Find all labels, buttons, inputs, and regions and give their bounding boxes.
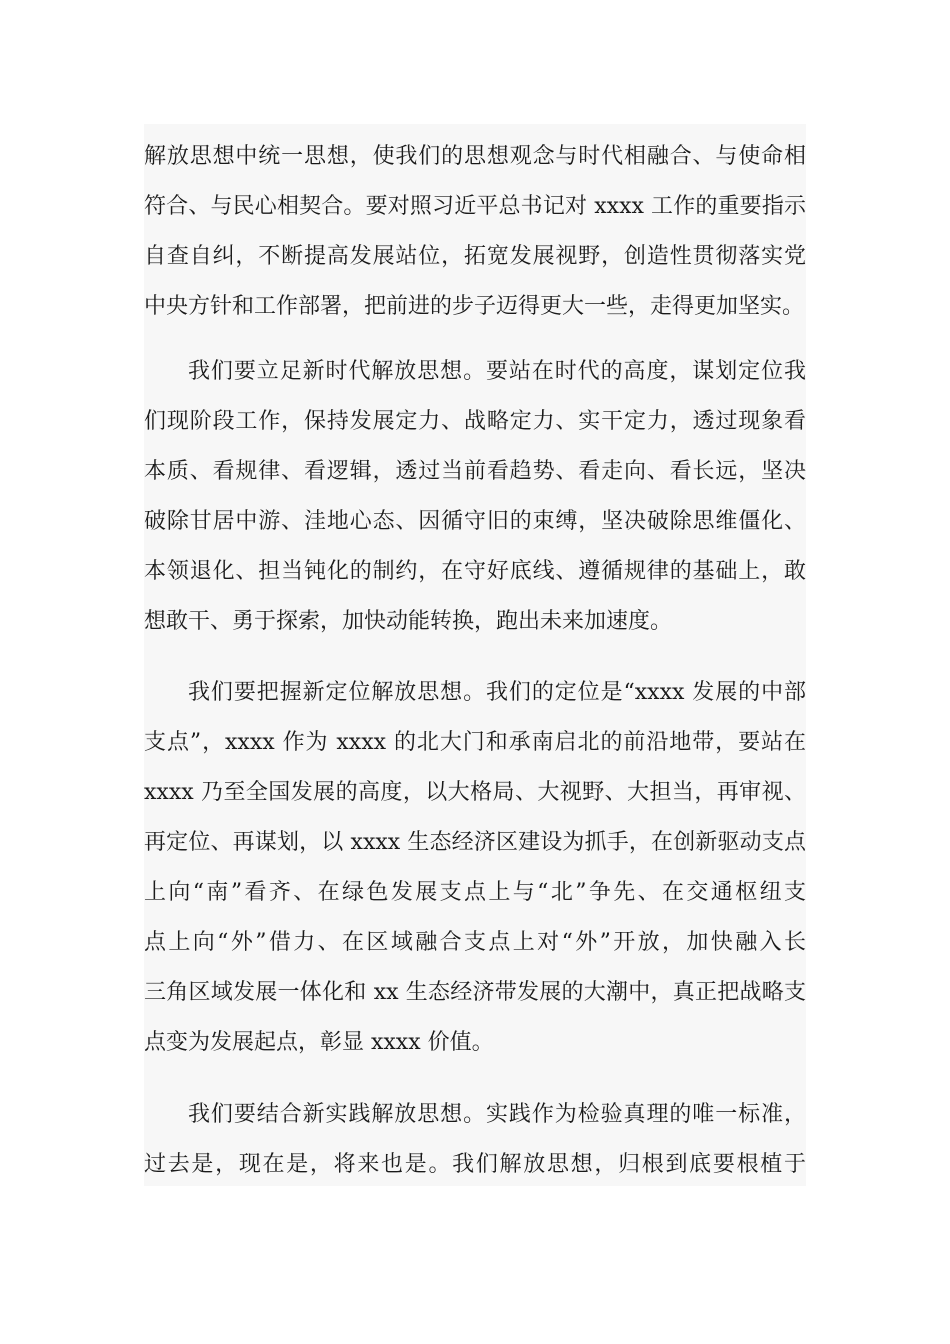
text-line: 本领退化、担当钝化的制约，在守好底线、遵循规律的基础上，敢: [144, 559, 806, 584]
text-line: 符合、与民心相契合。要对照习近平总书记对 xxxx 工作的重要指示: [144, 194, 806, 219]
text-line: 解放思想中统一思想，使我们的思想观念与时代相融合、与使命相: [144, 144, 806, 169]
text-line: 上向“南”看齐、在绿色发展支点上与“北”争先、在交通枢纽支: [144, 880, 806, 905]
document-text-block: [144, 124, 806, 1186]
text-line: 们现阶段工作，保持发展定力、战略定力、实干定力，透过现象看: [144, 409, 806, 434]
text-line: 中央方针和工作部署，把前进的步子迈得更大一些，走得更加坚实。: [144, 294, 805, 319]
text-line: 破除甘居中游、洼地心态、因循守旧的束缚，坚决破除思维僵化、: [144, 509, 806, 534]
text-line: 再定位、再谋划，以 xxxx 生态经济区建设为抓手，在创新驱动支点: [144, 830, 806, 855]
text-line: 自查自纠，不断提高发展站位，拓宽发展视野，创造性贯彻落实党: [144, 244, 806, 269]
text-line: 过去是，现在是，将来也是。我们解放思想，归根到底要根植于: [144, 1152, 806, 1177]
text-line: 我们要把握新定位解放思想。我们的定位是“xxxx 发展的中部: [188, 680, 806, 705]
text-line: 本质、看规律、看逻辑，透过当前看趋势、看走向、看长远，坚决: [144, 459, 806, 484]
text-line: xxxx 乃至全国发展的高度，以大格局、大视野、大担当，再审视、: [144, 780, 806, 805]
text-line: 支点”，xxxx 作为 xxxx 的北大门和承南启北的前沿地带，要站在: [144, 730, 806, 755]
paragraph-3: [144, 668, 814, 1068]
text-line: 点上向“外”借力、在区域融合支点上对“外”开放，加快融入长: [144, 930, 806, 955]
paragraph-4: [144, 1090, 814, 1190]
text-line: 点变为发展起点，彰显 xxxx 价值。: [144, 1030, 494, 1055]
paragraph-1: [144, 132, 814, 332]
text-line: 想敢干、勇于探索，加快动能转换，跑出未来加速度。: [144, 609, 673, 634]
text-line: 我们要结合新实践解放思想。实践作为检验真理的唯一标准，: [188, 1102, 806, 1127]
text-line: 我们要立足新时代解放思想。要站在时代的高度，谋划定位我: [188, 359, 806, 384]
text-line: 三角区域发展一体化和 xx 生态经济带发展的大潮中，真正把战略支: [144, 980, 806, 1005]
paragraph-2: [144, 347, 814, 647]
